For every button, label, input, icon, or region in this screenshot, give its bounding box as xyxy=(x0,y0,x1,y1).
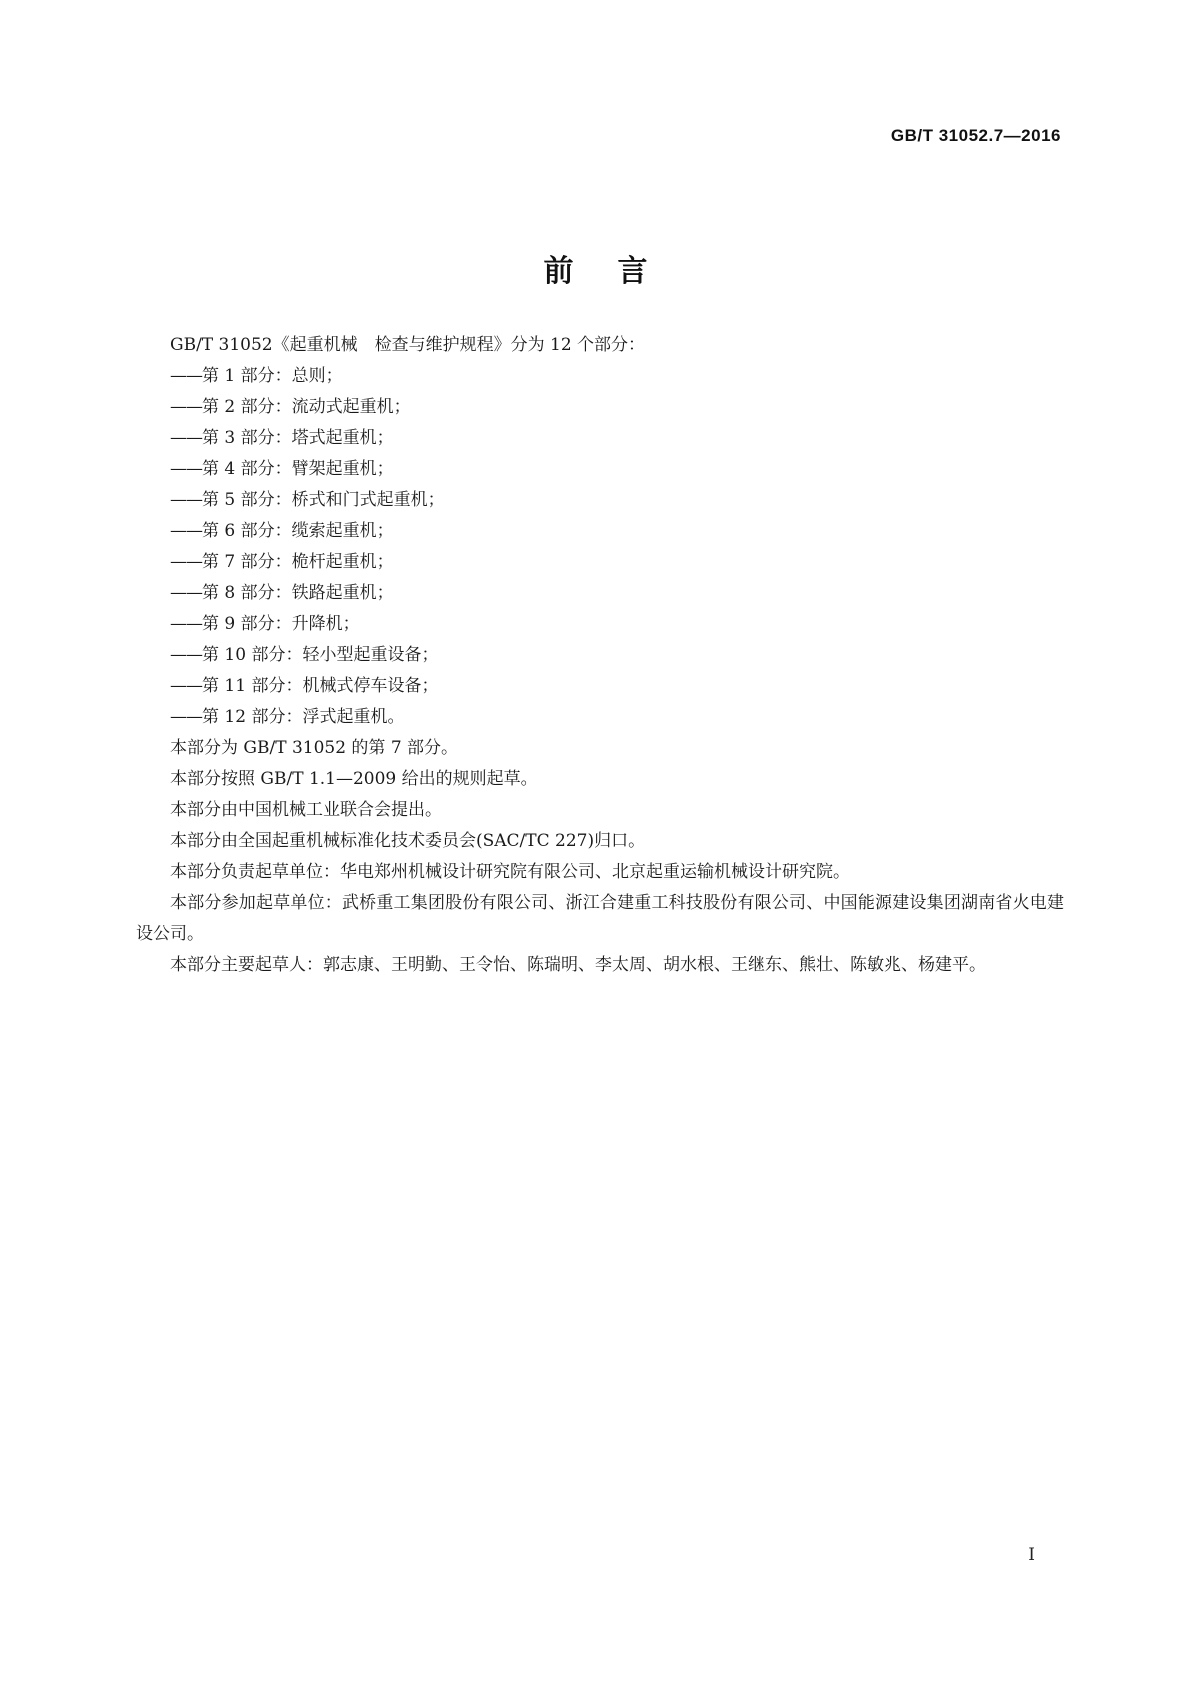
list-item xyxy=(136,516,1064,547)
parts-list xyxy=(136,361,1064,733)
standard-number: GB/T 31052.7—2016 xyxy=(890,126,1061,145)
list-dash: —— xyxy=(170,707,202,727)
list-item-text: 第 2 部分：流动式起重机； xyxy=(202,397,411,417)
list-dash: —— xyxy=(170,676,202,696)
list-item xyxy=(136,578,1064,609)
list-item-text: 第 12 部分：浮式起重机。 xyxy=(202,707,405,727)
list-item-text: 第 3 部分：塔式起重机； xyxy=(202,428,394,448)
list-item xyxy=(136,609,1064,640)
list-item-text: 第 7 部分：桅杆起重机； xyxy=(202,552,394,572)
list-item xyxy=(136,485,1064,516)
list-dash: —— xyxy=(170,397,202,417)
list-dash: —— xyxy=(170,366,202,386)
list-dash: —— xyxy=(170,459,202,479)
list-dash: —— xyxy=(170,552,202,572)
list-item xyxy=(136,392,1064,423)
part-number-paragraph: 本部分为 GB/T 31052 的第 7 部分。 xyxy=(170,738,459,758)
list-item-text: 第 11 部分：机械式停车设备； xyxy=(202,676,439,696)
list-dash: —— xyxy=(170,583,202,603)
page-title: 前言 xyxy=(543,254,692,290)
main-drafters-paragraph: 本部分主要起草人：郭志康、王明勤、王令怡、陈瑞明、李太周、胡水根、王继东、熊壮、陈敏兆、杨建平。 xyxy=(170,955,986,975)
list-item xyxy=(136,547,1064,578)
page-number: I xyxy=(1028,1545,1035,1565)
list-item xyxy=(136,702,1064,733)
list-dash: —— xyxy=(170,645,202,665)
list-item xyxy=(136,671,1064,702)
list-item-text: 第 4 部分：臂架起重机； xyxy=(202,459,394,479)
responsible-drafters-paragraph: 本部分负责起草单位：华电郑州机械设计研究院有限公司、北京起重运输机械设计研究院。 xyxy=(170,862,850,882)
list-item-text: 第 9 部分：升降机； xyxy=(202,614,360,634)
list-item xyxy=(136,361,1064,392)
intro-paragraph: GB/T 31052《起重机械 检查与维护规程》分为 12 个部分： xyxy=(170,335,646,355)
list-item-text: 第 8 部分：铁路起重机； xyxy=(202,583,394,603)
list-item-text: 第 1 部分：总则； xyxy=(202,366,343,386)
committee-paragraph: 本部分由全国起重机械标准化技术委员会(SAC/TC 227)归口。 xyxy=(170,831,646,851)
drafting-rules-paragraph: 本部分按照 GB/T 1.1—2009 给出的规则起草。 xyxy=(170,769,538,789)
proposer-paragraph: 本部分由中国机械工业联合会提出。 xyxy=(170,800,442,820)
list-item xyxy=(136,454,1064,485)
list-item-text: 第 10 部分：轻小型起重设备； xyxy=(202,645,439,665)
list-item xyxy=(136,640,1064,671)
list-dash: —— xyxy=(170,490,202,510)
list-dash: —— xyxy=(170,428,202,448)
list-dash: —— xyxy=(170,521,202,541)
list-item-text: 第 5 部分：桥式和门式起重机； xyxy=(202,490,445,510)
foreword-body xyxy=(136,330,1064,981)
participating-drafters-paragraph: 本部分参加起草单位：武桥重工集团股份有限公司、浙江合建重工科技股份有限公司、中国能源建设集团湖南省火电建设公司。 xyxy=(136,893,1064,944)
list-item-text: 第 6 部分：缆索起重机； xyxy=(202,521,394,541)
list-dash: —— xyxy=(170,614,202,634)
list-item xyxy=(136,423,1064,454)
